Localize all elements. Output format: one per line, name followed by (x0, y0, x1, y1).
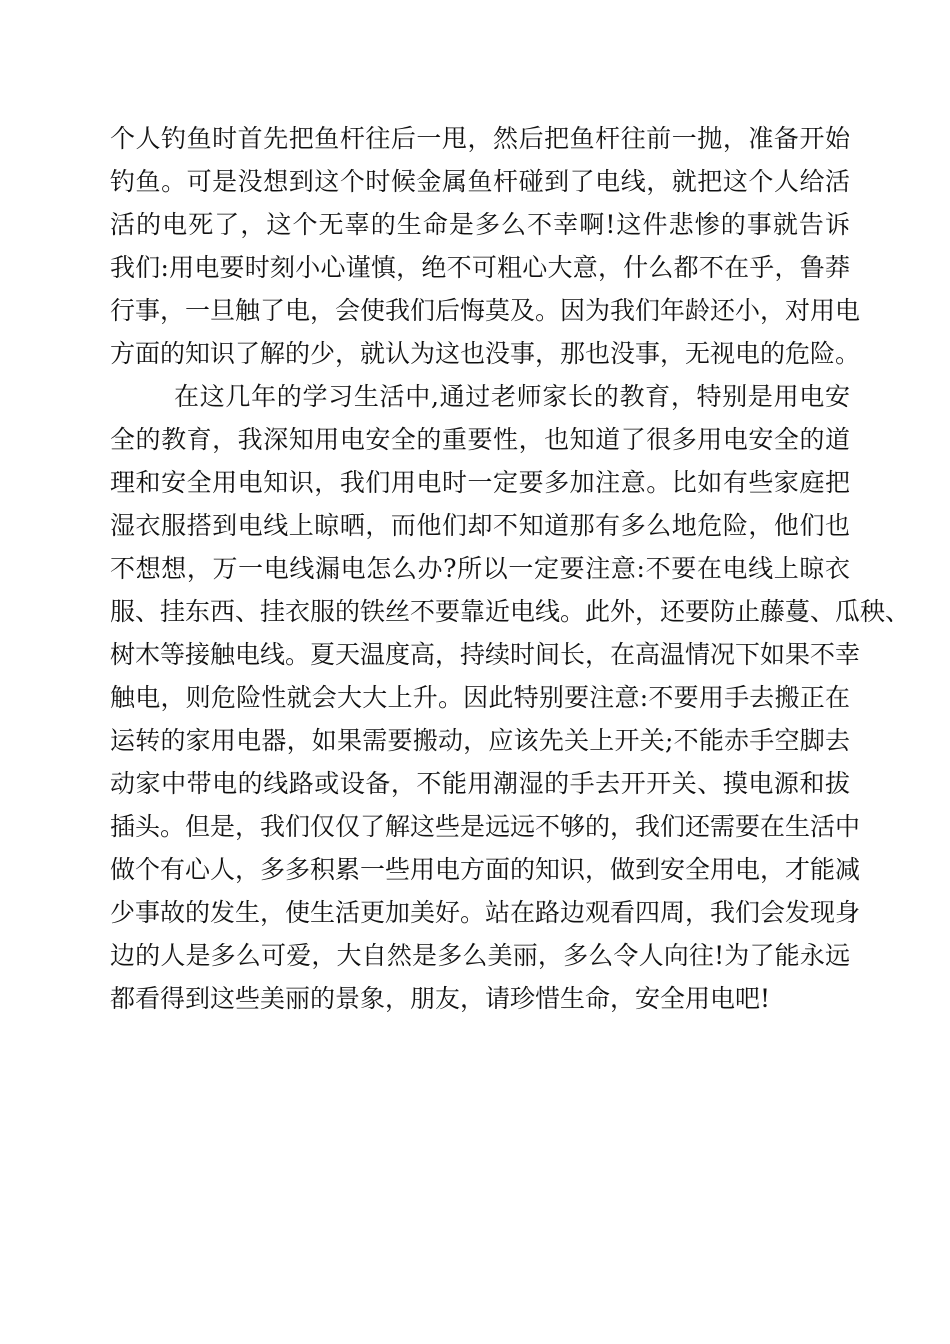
text-line: 钓鱼。可是没想到这个时候金属鱼杆碰到了电线，就把这个人给活 (110, 167, 850, 196)
text-line: 做个有心人，多多积累一些用电方面的知识，做到安全用电，才能减 (110, 855, 861, 884)
text-line: 动家中带电的线路或设备，不能用潮湿的手去开开关、摸电源和拔 (110, 769, 850, 798)
text-line: 湿衣服搭到电线上晾晒，而他们却不知道那有多么地危险，他们也 (110, 511, 850, 540)
text-line: 活的电死了，这个无辜的生命是多么不幸啊!这件悲惨的事就告诉 (110, 210, 850, 239)
text-line: 边的人是多么可爱，大自然是多么美丽，多么令人向往!为了能永远 (110, 941, 850, 970)
text-line: 我们:用电要时刻小心谨慎，绝不可粗心大意，什么都不在乎，鲁莽 (110, 253, 850, 282)
paragraph-2 (110, 375, 911, 1020)
text-line: 树木等接触电线。夏天温度高，持续时间长，在高温情况下如果不幸 (110, 640, 861, 669)
text-line: 个人钓鱼时首先把鱼杆往后一甩，然后把鱼杆往前一抛，准备开始 (110, 124, 850, 153)
text-line: 服、挂东西、挂衣服的铁丝不要靠近电线。此外，还要防止藤蔓、瓜秧、 (110, 597, 911, 626)
text-line: 不想想，万一电线漏电怎么办?所以一定要注意:不要在电线上晾衣 (110, 554, 850, 583)
document-body (110, 117, 911, 1020)
text-line: 方面的知识了解的少，就认为这也没事，那也没事，无视电的危险。 (110, 339, 861, 368)
text-line: 行事，一旦触了电，会使我们后悔莫及。因为我们年龄还小，对用电 (110, 296, 861, 325)
text-line: 触电，则危险性就会大大上升。因此特别要注意:不要用手去搬正在 (110, 683, 850, 712)
text-line: 在这几年的学习生活中,通过老师家长的教育，特别是用电安 (174, 382, 850, 411)
text-line: 都看得到这些美丽的景象，朋友，请珍惜生命，安全用电吧! (110, 984, 771, 1013)
text-line: 理和安全用电知识，我们用电时一定要多加注意。比如有些家庭把 (110, 468, 850, 497)
text-line: 插头。但是，我们仅仅了解这些是远远不够的，我们还需要在生活中 (110, 812, 861, 841)
text-line: 运转的家用电器，如果需要搬动，应该先关上开关;不能赤手空脚去 (110, 726, 850, 755)
text-line: 少事故的发生，使生活更加美好。站在路边观看四周，我们会发现身 (110, 898, 861, 927)
text-line: 全的教育，我深知用电安全的重要性，也知道了很多用电安全的道 (110, 425, 850, 454)
paragraph-1 (110, 117, 861, 375)
